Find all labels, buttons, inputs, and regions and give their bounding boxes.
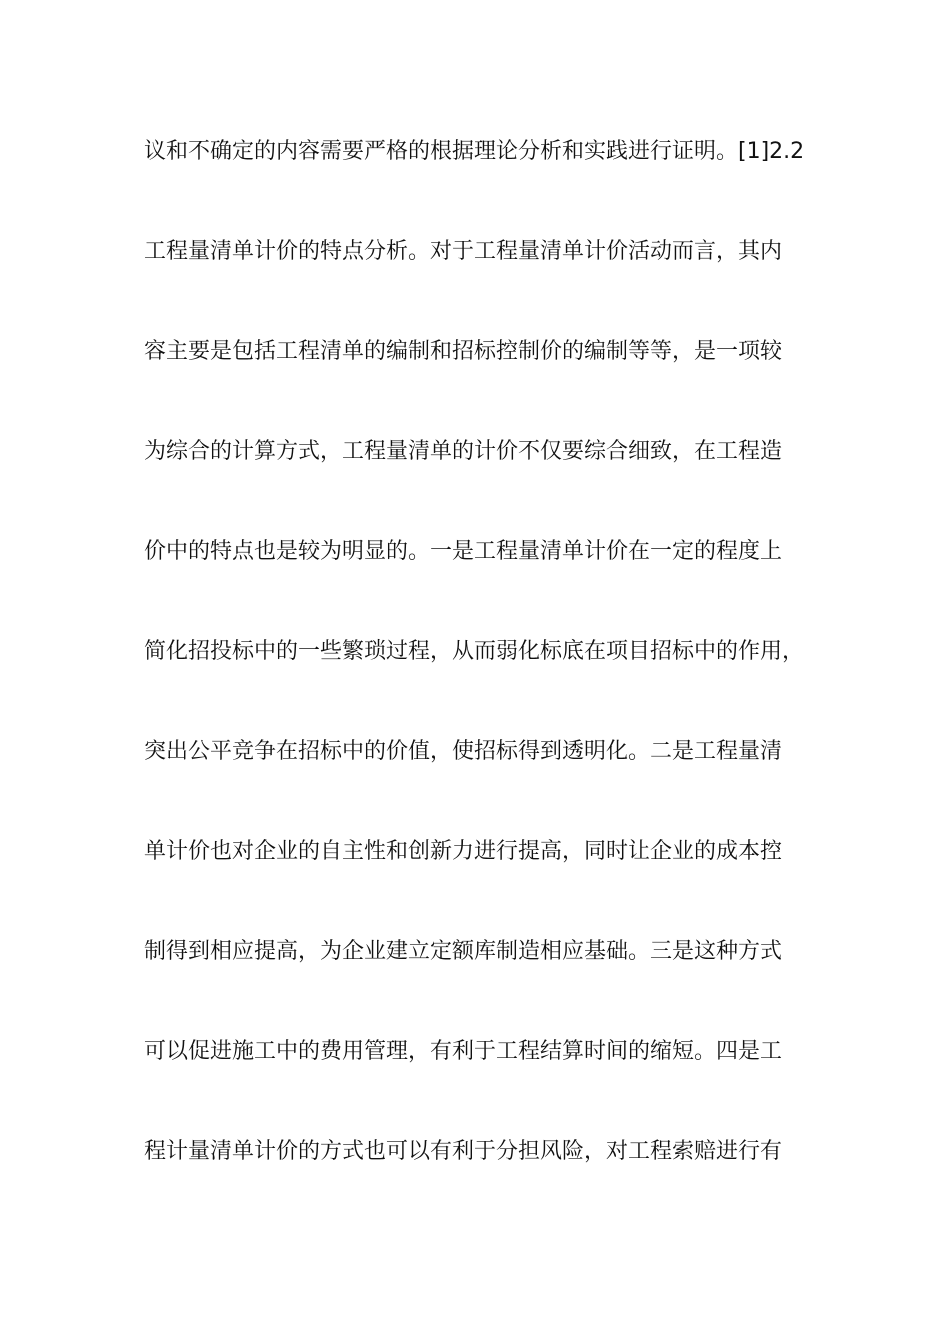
paragraph-line: 容主要是包括工程清单的编制和招标控制价的编制等等，是一项较 — [144, 339, 783, 364]
paragraph-line: 突出公平竞争在招标中的价值，使招标得到透明化。二是工程量清 — [144, 739, 783, 764]
paragraph-line: 议和不确定的内容需要严格的根据理论分析和实践进行证明。[1]2.2 — [144, 139, 805, 164]
paragraph-line: 简化招投标中的一些繁琐过程，从而弱化标底在项目招标中的作用， — [144, 639, 805, 664]
paragraph-line: 程计量清单计价的方式也可以有利于分担风险，对工程索赔进行有 — [144, 1139, 783, 1164]
paragraph-line: 制得到相应提高，为企业建立定额库制造相应基础。三是这种方式 — [144, 939, 783, 964]
paragraph-line: 为综合的计算方式，工程量清单的计价不仅要综合细致，在工程造 — [144, 439, 783, 464]
paragraph-line: 可以促进施工中的费用管理，有利于工程结算时间的缩短。四是工 — [144, 1039, 783, 1064]
paragraph-line: 工程量清单计价的特点分析。对于工程量清单计价活动而言，其内 — [144, 239, 783, 264]
paragraph-line: 单计价也对企业的自主性和创新力进行提高，同时让企业的成本控 — [144, 839, 783, 864]
paragraph-line: 价中的特点也是较为明显的。一是工程量清单计价在一定的程度上 — [144, 539, 783, 564]
